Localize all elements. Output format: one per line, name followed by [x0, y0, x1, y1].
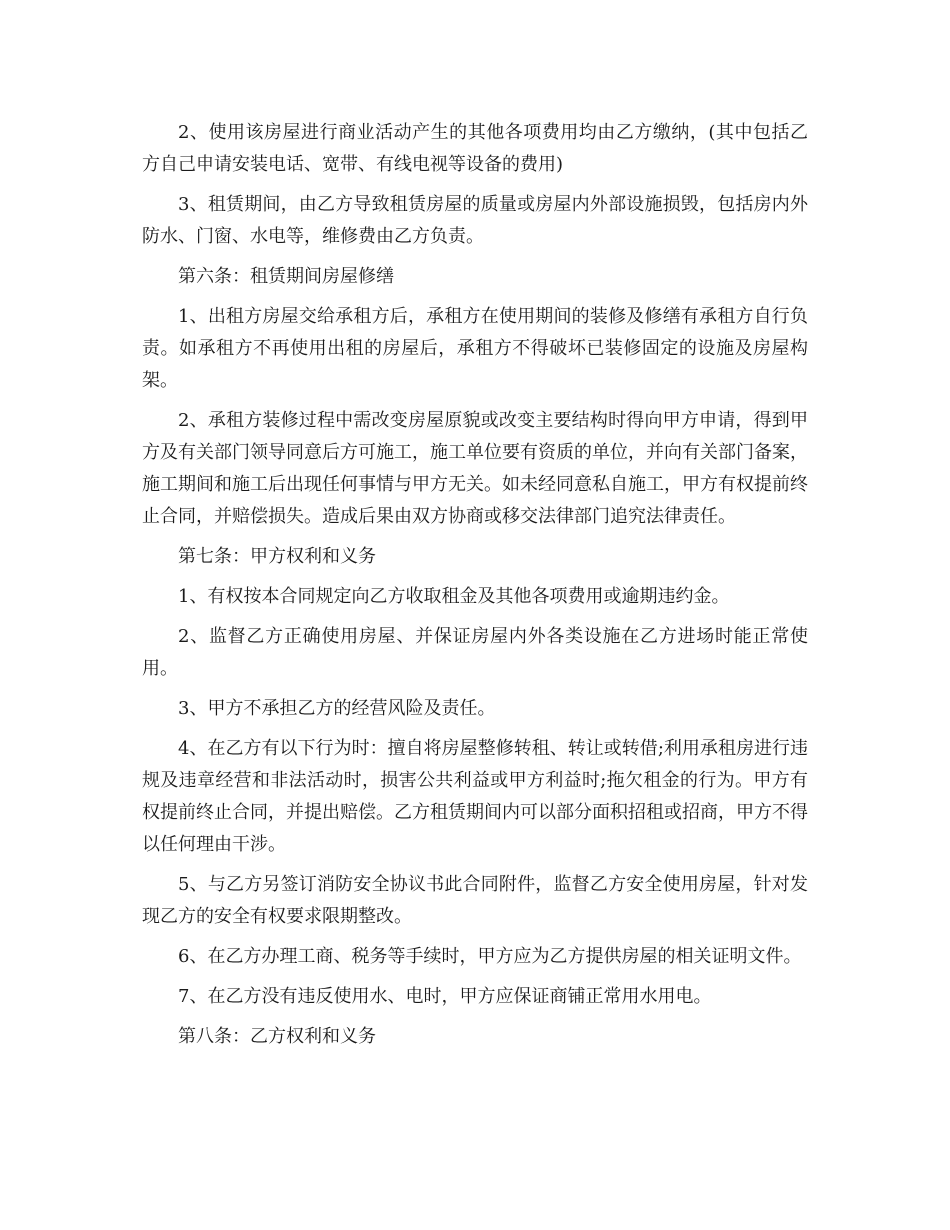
clause-item: 3、租赁期间，由乙方导致租赁房屋的质量或房屋内外部设施损毁，包括房内外防水、门窗、水电等，维修费由乙方负责。	[142, 194, 808, 247]
clause-item: 1、有权按本合同规定向乙方收取租金及其他各项费用或逾期违约金。	[178, 586, 730, 607]
article-heading: 第七条：甲方权利和义务	[178, 546, 376, 567]
clause-item: 4、在乙方有以下行为时：擅自将房屋整修转租、转让或转借;利用承租房进行违规及违章经营和非法活动时，损害公共利益或甲方利益时;拖欠租金的行为。甲方有权提前终止合同，并提出赔偿。乙方租赁期间内可以部分面积招租或招商，甲方不得以任何理由干涉。	[142, 738, 808, 855]
article-heading: 第六条：租赁期间房屋修缮	[178, 266, 394, 287]
clause-item: 3、甲方不承担乙方的经营风险及责任。	[178, 698, 496, 719]
clause-item: 6、在乙方办理工商、税务等手续时，甲方应为乙方提供房屋的相关证明文件。	[178, 946, 802, 967]
document-body	[142, 117, 808, 1061]
clause-item: 2、使用该房屋进行商业活动产生的其他各项费用均由乙方缴纳，(其中包括乙方自己申请安装电话、宽带、有线电视等设备的费用)	[142, 122, 808, 175]
article-heading: 第八条：乙方权利和义务	[178, 1026, 376, 1047]
clause-item: 2、监督乙方正确使用房屋、并保证房屋内外各类设施在乙方进场时能正常使用。	[142, 626, 808, 679]
clause-item: 1、出租方房屋交给承租方后，承租方在使用期间的装修及修缮有承租方自行负责。如承租方不再使用出租的房屋后，承租方不得破坏已装修固定的设施及房屋构架。	[142, 306, 808, 391]
clause-item: 7、在乙方没有违反使用水、电时，甲方应保证商铺正常用水用电。	[178, 986, 712, 1007]
clause-item: 5、与乙方另签订消防安全协议书此合同附件，监督乙方安全使用房屋，针对发现乙方的安全有权要求限期整改。	[142, 874, 808, 927]
clause-item: 2、承租方装修过程中需改变房屋原貌或改变主要结构时得向甲方申请，得到甲方及有关部门领导同意后方可施工，施工单位要有资质的单位，并向有关部门备案，施工期间和施工后出现任何事情与甲方无关。如未经同意私自施工，甲方有权提前终止合同，并赔偿损失。造成后果由双方协商或移交法律部门追究法律责任。	[142, 410, 808, 527]
